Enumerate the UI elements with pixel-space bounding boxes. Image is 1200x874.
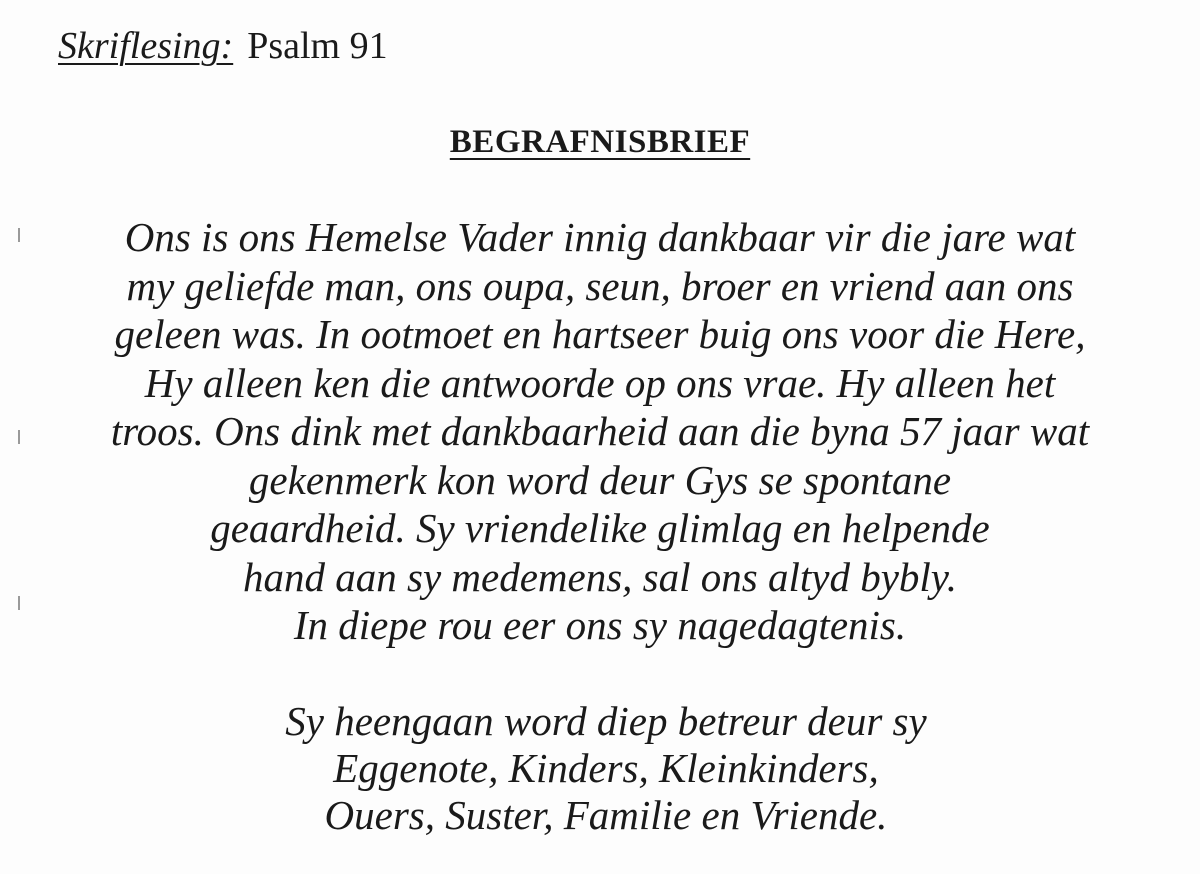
- letter-closing: [0, 698, 1200, 839]
- body-line: hand aan sy medemens, sal ons altyd bybly.: [243, 553, 957, 600]
- body-line: my geliefde man, ons oupa, seun, broer en vriend aan ons: [126, 262, 1074, 309]
- closing-line: Ouers, Suster, Familie en Vriende.: [324, 792, 888, 838]
- body-line: troos. Ons dink met dankbaarheid aan die byna 57 jaar wat: [110, 408, 1090, 454]
- scripture-reference: Psalm 91: [247, 25, 388, 67]
- body-line: geleen was. In ootmoet en hartseer buig ons voor die Here,: [114, 311, 1086, 357]
- body-line: Hy alleen ken die antwoorde op ons vrae. Hy alleen het: [144, 359, 1056, 406]
- letter-heading: [0, 120, 1200, 164]
- body-line: Ons is ons Hemelse Vader innig dankbaar vir die jare wat: [124, 214, 1076, 260]
- letter-heading-text: BEGRAFNISBRIEF: [449, 124, 751, 160]
- closing-line: Sy heengaan word diep betreur deur sy: [285, 698, 927, 744]
- scripture-reading: [58, 22, 388, 70]
- closing-line: Eggenote, Kinders, Kleinkinders,: [333, 745, 879, 791]
- body-line: geaardheid. Sy vriendelike glimlag en helpende: [210, 505, 990, 551]
- body-line: In diepe rou eer ons sy nagedagtenis.: [293, 602, 907, 648]
- letter-body: [0, 213, 1200, 650]
- scripture-label: Skriflesing:: [58, 25, 234, 67]
- body-line: gekenmerk kon word deur Gys se spontane: [248, 456, 952, 503]
